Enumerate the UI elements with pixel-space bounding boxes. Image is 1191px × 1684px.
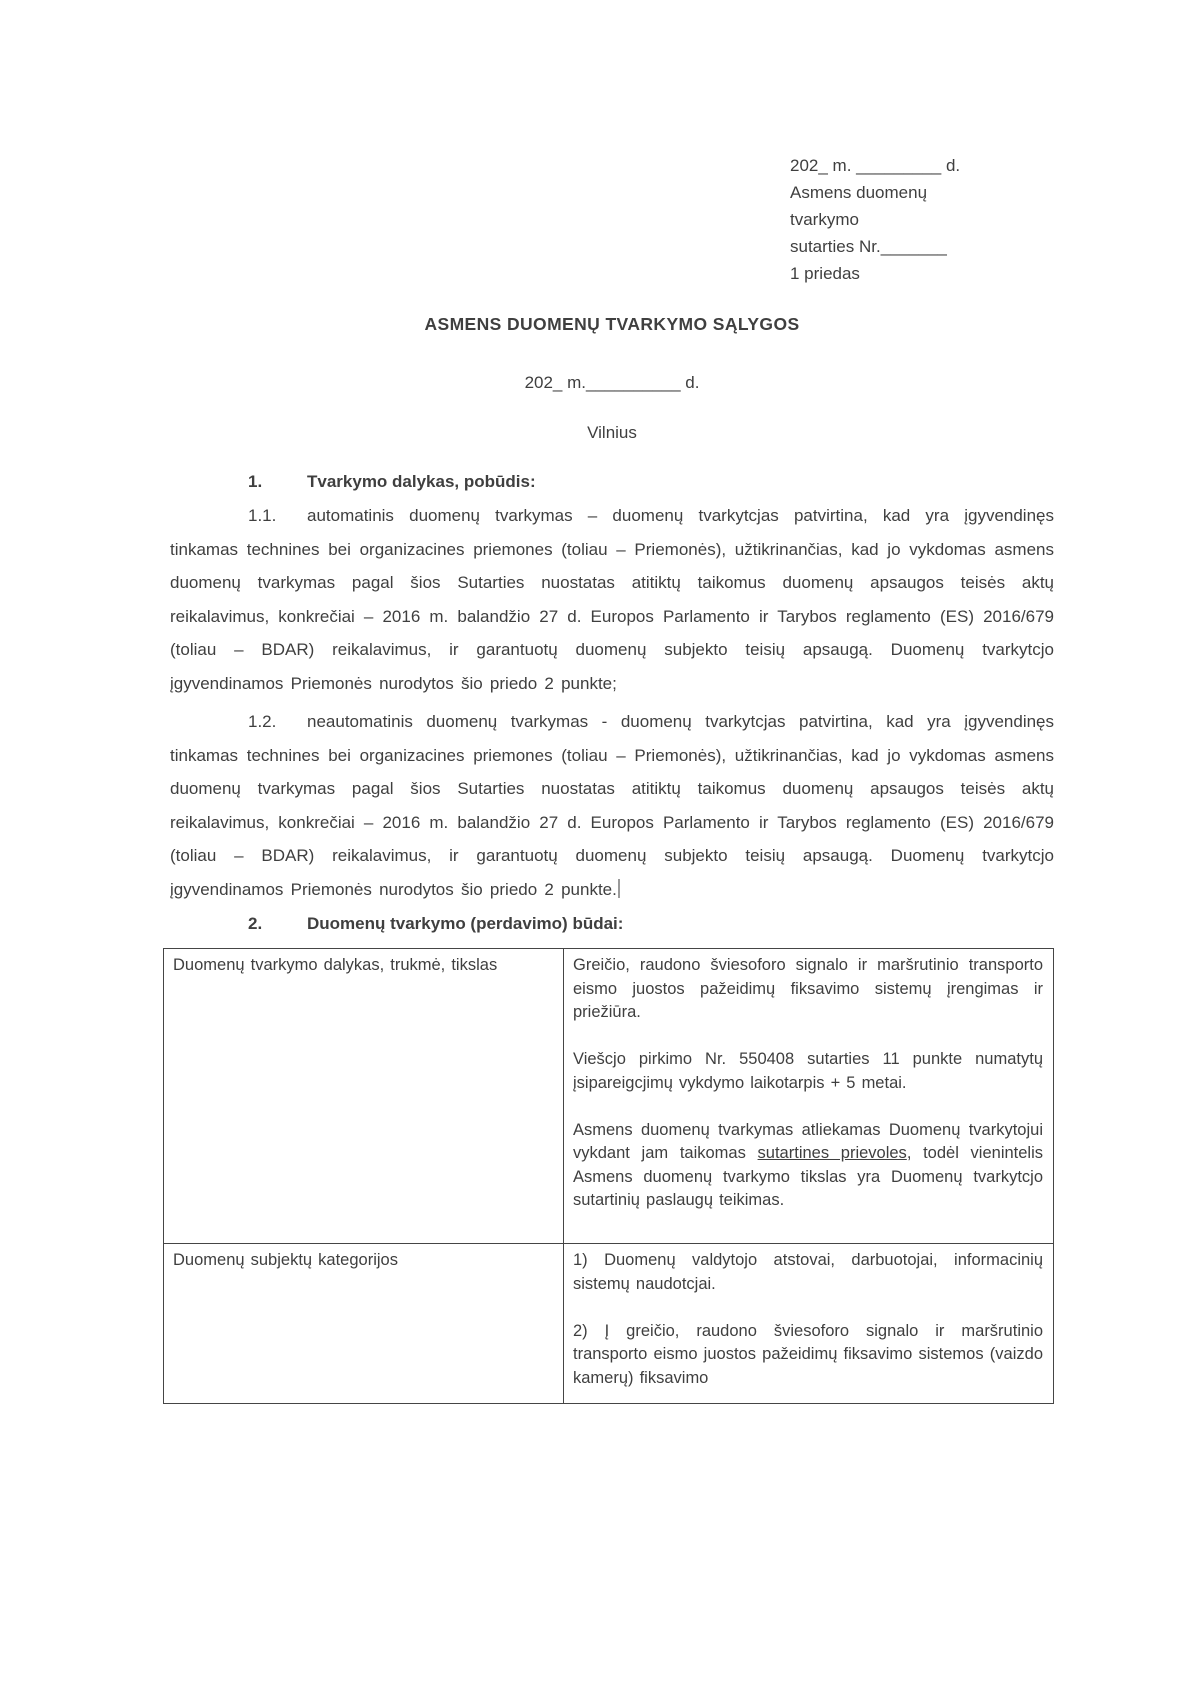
table-cell-categories-value — [564, 1244, 1054, 1404]
header-line-date: 202_ m. _________ d. — [790, 156, 961, 175]
table-row-categories — [164, 1244, 1054, 1404]
city-line: Vilnius — [587, 423, 637, 442]
section-1-heading — [170, 470, 1054, 494]
table-row-subject — [164, 949, 1054, 1244]
cell-paragraph-procurement: Viešcjo pirkimo Nr. 550408 sutarties 11 punkte numatytų įsipareigcjimų vykdymo laikotarpis + 5 metai. — [573, 1050, 1043, 1092]
paragraph-1-2-text: neautomatinis duomenų tvarkymas - duomenų tvarkytcjas patvirtina, kad yra įgyvendinęs tinkamas technines bei organizacines priemones (toliau – Priemonės), užtikrinančias, kad jo vykdomas asmens duomenų tvarkymas pagal šios Sutarties nuostatas atitiktų taikomus duomenų apsaugos teisės aktų reikalavimus, konkrečiai – 2016 m. balandžio 27 d. Europos Parlamento ir Tarybos reglamento (ES) 2016/679 (toliau – BDAR) reikalavimus, ir garantuotų duomenų subjekto teisių apsaugą. Duomenų tvarkytcjo įgyvendinamos Priemonės nurodytos šio priedo 2 punkte. — [170, 712, 1054, 899]
data-processing-table — [163, 948, 1054, 1404]
date-line: 202_ m.__________ d. — [524, 373, 700, 392]
paragraph-1-1 — [170, 499, 1054, 700]
table-cell-subject-value — [564, 949, 1054, 1244]
paragraph-1-1-number: 1.1. — [248, 506, 277, 525]
header-line-contract-number: sutarties Nr._______ — [790, 237, 947, 256]
cell-paragraph-systems: Greičio, raudono šviesoforo signalo ir maršrutinio transporto eismo juostos pažeidimų fiksavimo sistemų įrengimas ir priežiūra. — [573, 956, 1043, 1021]
section-2-heading — [170, 912, 1054, 936]
cell-paragraph-category-2: 2) Į greičio, raudono šviesoforo signalo ir maršrutinio transporto eismo juostos pažeidimų fiksavimo sistemos (vaizdo kamerų) fiksavimo — [573, 1321, 1043, 1387]
table-cell-categories-label — [164, 1244, 564, 1404]
table-cell-subject-label — [164, 949, 564, 1244]
paragraph-1-2-number: 1.2. — [248, 712, 277, 731]
purpose-text-before: Asmens duomenų tvarkymas atliekamas Duomenų tvarkytojui vykdant jam taikomas — [573, 1120, 1043, 1162]
section-1-number: 1. — [248, 472, 263, 491]
section-2-number: 2. — [248, 914, 263, 933]
paragraph-1-1-text: automatinis duomenų tvarkymas – duomenų tvarkytcjas patvirtina, kad yra įgyvendinęs tinkamas technines bei organizacines priemones (toliau – Priemonės), užtikrinančias, kad jo vykdomas asmens duomenų tvarkymas pagal šios Sutarties nuostatas atitiktų taikomus duomenų apsaugos teisės aktų reikalavimus, konkrečiai – 2016 m. balandžio 27 d. Europos Parlamento ir Tarybos reglamento (ES) 2016/679 (toliau – BDAR) reikalavimus, ir garantuotų duomenų subjekto teisių apsaugą. Duomenų tvarkytcjo įgyvendinamos Priemonės nurodytos šio priedo 2 punkte; — [170, 506, 1054, 693]
cell-paragraph-category-1: 1) Duomenų valdytojo atstovai, darbuotojai, informacinių sistemų naudotcjai. — [573, 1251, 1043, 1293]
text-cursor — [618, 879, 620, 898]
section-2-title: Duomenų tvarkymo (perdavimo) būdai: — [307, 914, 624, 933]
header-line-annex: 1 priedas — [790, 264, 860, 283]
cell-text-subject-label: Duomenų tvarkymo dalykas, trukmė, tikslas — [173, 956, 498, 974]
header-block — [790, 152, 1058, 287]
header-line-2: Asmens duomenų — [790, 183, 928, 202]
cell-text-categories-label: Duomenų subjektų kategorijos — [173, 1251, 398, 1269]
purpose-text-after: , todėl vienintelis Asmens duomenų tvarkymo tikslas yra Duomenų tvarkytcjo sutartinių paslaugų teikimas. — [573, 1144, 1044, 1209]
paragraph-1-2 — [170, 705, 1054, 906]
section-1-title: Tvarkymo dalykas, pobūdis: — [307, 472, 536, 491]
cell-paragraph-purpose — [573, 1119, 1043, 1213]
underlined-phrase: sutartines prievoles — [757, 1144, 907, 1162]
header-line-3: tvarkymo — [790, 210, 859, 229]
document-title: ASMENS DUOMENŲ TVARKYMO SĄLYGOS — [424, 314, 800, 334]
